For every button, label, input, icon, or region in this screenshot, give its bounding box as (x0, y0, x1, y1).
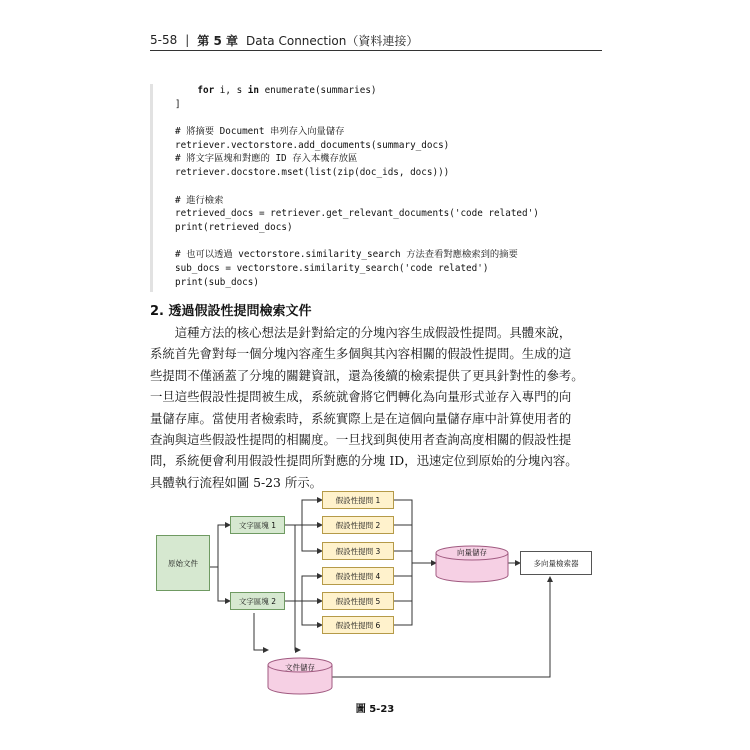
body-paragraph (150, 322, 602, 493)
paragraph-line: 量儲存庫。當使用者檢索時，系統實際上是在這個向量儲存庫中計算使用者的 (150, 410, 572, 426)
multi-retriever-box: 多向量檢索器 (520, 551, 592, 575)
code-line: print(sub_docs) (175, 276, 259, 288)
source-doc-box: 原始文件 (156, 535, 210, 591)
chapter-title: Data Connection（資料連接） (246, 33, 419, 48)
code-line: print(retrieved_docs) (175, 221, 293, 233)
code-line: retriever.docstore.mset(list(zip(doc_ids, docs))) (175, 167, 450, 179)
code-line: # 也可以透過 vectorstore.similarity_search 方法查看對應檢索到的摘要 (175, 249, 518, 261)
paragraph-line: 系統首先會對每一個分塊內容產生多個與其內容相關的假設性提問。生成的這 (150, 346, 572, 362)
code-line (175, 111, 602, 125)
header-rule (150, 50, 602, 51)
chapter-label: 第 5 章 (197, 33, 238, 48)
code-line: for i, s in enumerate(summaries) (175, 85, 377, 96)
question4-box: 假設性提問 4 (322, 567, 394, 585)
code-line (175, 235, 602, 249)
chunk1-box: 文字區塊 1 (230, 516, 285, 534)
code-line: # 將文字區塊和對應的 ID 存入本機存放區 (175, 153, 358, 165)
doc-store-label: 文件儲存 (285, 662, 315, 672)
code-line: # 進行檢索 (175, 194, 224, 206)
page-number: 5-58 (150, 33, 178, 47)
code-line: retriever.vectorstore.add_documents(summary_docs) (175, 139, 450, 151)
code-line: sub_docs = vectorstore.similarity_search('code related') (175, 262, 489, 274)
section-title: 2. 透過假設性提問檢索文件 (150, 304, 312, 319)
paragraph-line: 具體執行流程如圖 5-23 所示。 (150, 474, 323, 490)
question6-box: 假設性提問 6 (322, 616, 394, 634)
question5-box: 假設性提問 5 (322, 592, 394, 610)
edge-source-chunk2 (218, 567, 230, 601)
code-line: retrieved_docs = retriever.get_relevant_documents('code related') (175, 208, 539, 220)
chunk2-box: 文字區塊 2 (230, 592, 285, 610)
page-header (150, 30, 602, 50)
vector-store-label: 向量儲存 (457, 547, 487, 557)
paragraph-line: 一旦這些假設性提問被生成，系統就會將它們轉化為向量形式並存入專門的向 (150, 389, 572, 405)
code-line (175, 180, 602, 194)
paragraph-line: 這種方法的核心想法是針對給定的分塊內容生成假設性提問。具體來說， (150, 325, 572, 340)
header-separator: | (185, 33, 190, 47)
edge-source-chunk1 (210, 525, 230, 567)
paragraph-line: 問，系統便會利用假設性提問所對應的分塊 ID，迅速定位到原始的分塊內容。 (150, 453, 578, 469)
code-line: ] (175, 98, 181, 110)
paragraph-line: 些提問不僅涵蓋了分塊的關鍵資訊，還為後續的檢索提供了更具針對性的參考。 (150, 367, 584, 383)
figure-caption: 圖 5-23 (355, 704, 395, 715)
question3-box: 假設性提問 3 (322, 542, 394, 560)
flow-diagram (150, 495, 602, 720)
question2-box: 假設性提問 2 (322, 516, 394, 534)
paragraph-line: 查詢與這些假設性提問的相關度。一旦找到與使用者查詢高度相關的假設性提 (150, 431, 572, 447)
code-line: # 將摘要 Document 串列存入向量儲存 (175, 126, 345, 138)
question1-box: 假設性提問 1 (322, 491, 394, 509)
code-block (150, 84, 602, 292)
